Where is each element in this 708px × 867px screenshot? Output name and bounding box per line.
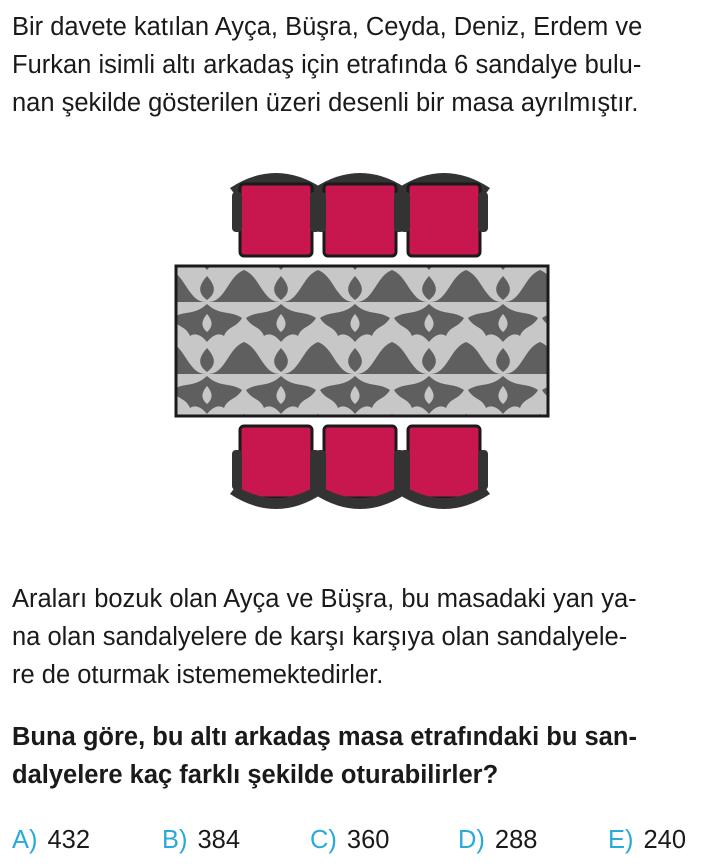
intro-line: Furkan isimli altı arkadaş için etrafında 6 sandalye bulu-: [12, 51, 642, 79]
chair-top-2: [314, 173, 406, 256]
choice-a[interactable]: [12, 826, 90, 855]
choice-letter: C): [310, 826, 337, 854]
condition-line: na olan sandalyelere de karşı karşıya olan sandalyele-: [12, 623, 628, 651]
intro-line: Bir davete katılan Ayça, Büşra, Ceyda, Deniz, Erdem ve: [12, 13, 643, 41]
choice-letter: E): [608, 826, 634, 854]
choice-value: 240: [643, 826, 687, 854]
question-line: dalyelere kaç farklı şekilde oturabilirler?: [12, 761, 499, 789]
question-line: Buna göre, bu altı arkadaş masa etrafındaki bu san-: [12, 723, 637, 751]
table: [176, 266, 548, 416]
choice-e[interactable]: [608, 826, 686, 855]
chair-bottom-1: [230, 426, 322, 509]
choice-letter: A): [12, 826, 38, 854]
chair-bottom-3: [398, 426, 490, 509]
chairs-bottom-row: [230, 426, 490, 509]
intro-line: nan şekilde gösterilen üzeri desenli bir masa ayrılmıştır.: [12, 89, 639, 117]
choice-value: 432: [47, 826, 91, 854]
choice-value: 384: [197, 826, 241, 854]
choice-value: 288: [494, 826, 538, 854]
condition-line: re de oturmak istememektedirler.: [12, 661, 384, 689]
choice-letter: B): [162, 826, 188, 854]
problem-intro: [12, 8, 702, 122]
problem-question: [12, 718, 702, 794]
problem-condition: [12, 580, 702, 694]
choice-c[interactable]: [310, 826, 389, 855]
chair-bottom-2: [314, 426, 406, 509]
answer-choices: [12, 826, 702, 866]
choice-value: 360: [346, 826, 390, 854]
choice-letter: D): [458, 826, 485, 854]
chair-top-1: [230, 173, 322, 256]
table-seating-figure: [170, 158, 554, 536]
choice-d[interactable]: [458, 826, 537, 855]
choice-b[interactable]: [162, 826, 240, 855]
chairs-top-row: [230, 173, 490, 256]
chair-top-3: [398, 173, 490, 256]
condition-line: Araları bozuk olan Ayça ve Büşra, bu masadaki yan ya-: [12, 585, 637, 613]
